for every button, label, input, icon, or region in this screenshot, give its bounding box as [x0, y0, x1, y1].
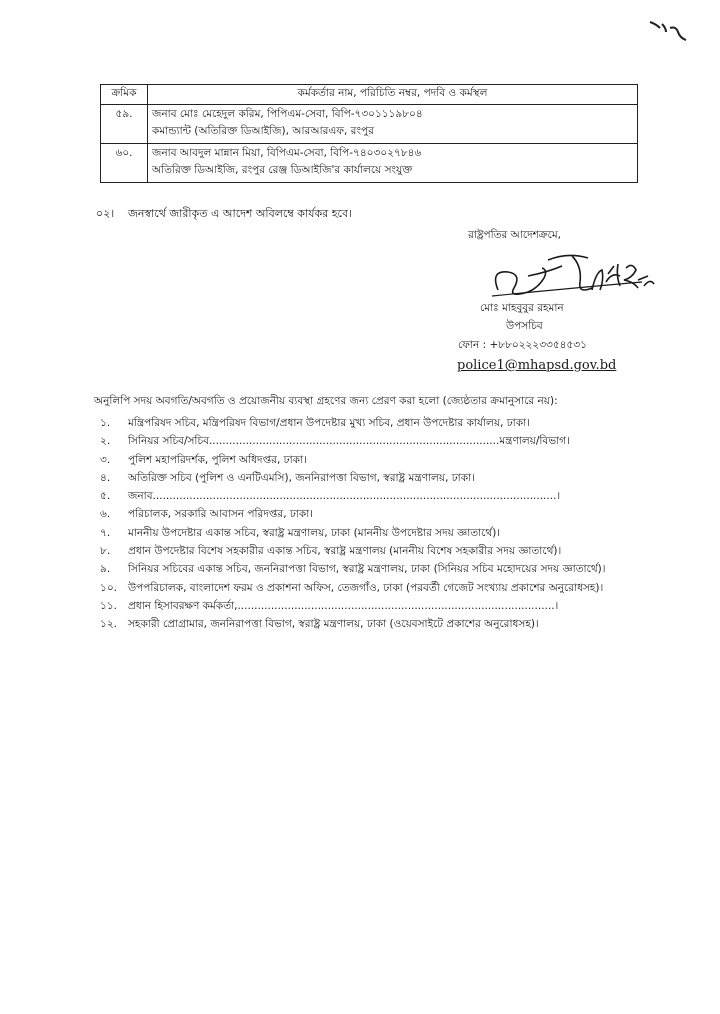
item-text: পরিচালক, সরকারি আবাসন পরিদপ্তর, ঢাকা। — [128, 508, 313, 521]
signatory-name: মোঃ মাহবুবুর রহমান — [480, 302, 564, 314]
list-item — [100, 507, 660, 525]
row-line-2: অতিরিক্ত ডিআইজি, রংপুর রেঞ্জ ডিআইজি'র কার্যালয়ে সংযুক্ত — [152, 164, 413, 176]
list-item — [100, 562, 660, 580]
table-header-details: কর্মকর্তার নাম, পরিচিতি নম্বর, পদবি ও কর্মস্থল — [148, 85, 638, 105]
item-number: ৪. — [100, 471, 111, 484]
item-text: জনাব.........................................................................................................................। — [128, 490, 561, 503]
officer-table — [100, 84, 638, 183]
item-text: সিনিয়র সচিবের একান্ত সচিব, জননিরাপত্তা বিভাগ, স্বরাষ্ট্র মন্ত্রণালয়, ঢাকা (সিনিয়র সচিব মহোদয়ের সদয় জ্ঞাতার্থে)। — [128, 563, 606, 576]
list-item — [100, 453, 660, 471]
cc-intro: অনুলিপি সদয় অবগতি/অবগতি ও প্রয়োজনীয় ব্যবস্থা গ্রহণের জন্য প্রেরণ করা হলো (জ্যেষ্ঠতার ক্রমানুসারে নয়): — [94, 395, 558, 407]
item-number: ৬. — [100, 508, 111, 521]
row-line-1: জনাব মোঃ মেহেদুল করিম, পিপিএম-সেবা, বিপি-৭৩০১১১৯৮০৪ — [152, 108, 423, 120]
list-item — [100, 526, 660, 544]
row-serial: ৬০. — [101, 144, 148, 183]
row-details — [148, 105, 638, 144]
item-number: ১১. — [100, 599, 117, 612]
email-link[interactable]: police1@mhapsd.gov.bd — [457, 358, 617, 373]
list-item — [100, 581, 660, 599]
list-item — [100, 617, 660, 635]
row-details — [148, 144, 638, 183]
item-number: ১. — [100, 417, 111, 429]
list-item — [100, 599, 660, 617]
item-number: ১২. — [100, 618, 117, 631]
item-text: মন্ত্রিপরিষদ সচিব, মন্ত্রিপরিষদ বিভাগ/প্রধান উপদেষ্টার মুখ্য সচিব, প্রধান উপদেষ্টার কার্যালয়, ঢাকা। — [128, 417, 530, 429]
item-number: ৯. — [100, 563, 111, 576]
item-text: মাননীয় উপদেষ্টার একান্ত সচিব, স্বরাষ্ট্র মন্ত্রণালয়, ঢাকা (মাননীয় উপদেষ্টার সদয় জ্ঞাতার্থে)। — [128, 526, 501, 539]
item-text: সিনিয়র সচিব/সচিব.......................................................................................মন্ত্রণালয়/বিভাগ। — [128, 435, 570, 448]
paragraph-text: জনস্বার্থে জারীকৃত এ আদেশ অবিলম্বে কার্যকর হবে। — [128, 207, 353, 220]
order-line: রাষ্ট্রপতির আদেশক্রমে, — [468, 229, 561, 241]
row-line-2: কমান্ড্যান্ট (অতিরিক্ত ডিআইজি), আরআরএফ, রংপুর — [152, 125, 374, 137]
item-number: ৩. — [100, 453, 111, 466]
table-header-serial: ক্রমিক — [101, 85, 148, 105]
table-row — [101, 144, 638, 183]
list-item — [100, 471, 660, 489]
item-number: ৭. — [100, 526, 111, 539]
handwritten-mark — [648, 18, 690, 44]
item-text: অতিরিক্ত সচিব (পুলিশ ও এনটিএমসি), জননিরাপত্তা বিভাগ, স্বরাষ্ট্র মন্ত্রণালয়, ঢাকা। — [128, 471, 475, 484]
item-number: ৮. — [100, 545, 111, 558]
paragraph-number: ০২। — [96, 207, 115, 220]
item-text: উপপরিচালক, বাংলাদেশ ফরম ও প্রকাশনা অফিস, তেজগাঁও, ঢাকা (পরবর্তী গেজেট সংখ্যায় প্রকাশের অনুরোধসহ)। — [128, 581, 604, 594]
item-text: প্রধান হিসাবরক্ষণ কর্মকর্তা,...............................................................................................। — [128, 599, 559, 612]
item-number: ৫. — [100, 490, 111, 503]
item-number: ১০. — [100, 581, 117, 594]
item-text: প্রধান উপদেষ্টার বিশেষ সহকারীর একান্ত সচিব, স্বরাষ্ট্র মন্ত্রণালয় (মাননীয় বিশেষ সহকারীর সদয় জ্ঞাতার্থে)। — [128, 545, 562, 558]
phone-number: ফোন : +৮৮০২২২৩৩৫৪৫৩১ — [458, 339, 587, 351]
row-serial: ৫৯. — [101, 105, 148, 144]
handwritten-signature — [488, 250, 658, 302]
table-row — [101, 105, 638, 144]
signatory-designation: উপসচিব — [506, 320, 543, 332]
cc-list — [100, 416, 660, 636]
list-item — [100, 434, 660, 452]
item-text: পুলিশ মহাপরিদর্শক, পুলিশ অধিদপ্তর, ঢাকা। — [128, 453, 307, 466]
list-item — [100, 489, 660, 507]
item-text: সহকারী প্রোগ্রামার, জননিরাপত্তা বিভাগ, স্বরাষ্ট্র মন্ত্রণালয়, ঢাকা (ওয়েবসাইটে প্রকাশের অনুরোধসহ)। — [128, 618, 539, 631]
list-item — [100, 544, 660, 562]
list-item — [100, 416, 660, 434]
item-number: ২. — [100, 435, 111, 448]
row-line-1: জনাব আবদুল মান্নান মিয়া, বিপিএম-সেবা, বিপি-৭৪০৩০২৭৮৪৬ — [152, 147, 422, 159]
order-paragraph — [96, 205, 352, 224]
